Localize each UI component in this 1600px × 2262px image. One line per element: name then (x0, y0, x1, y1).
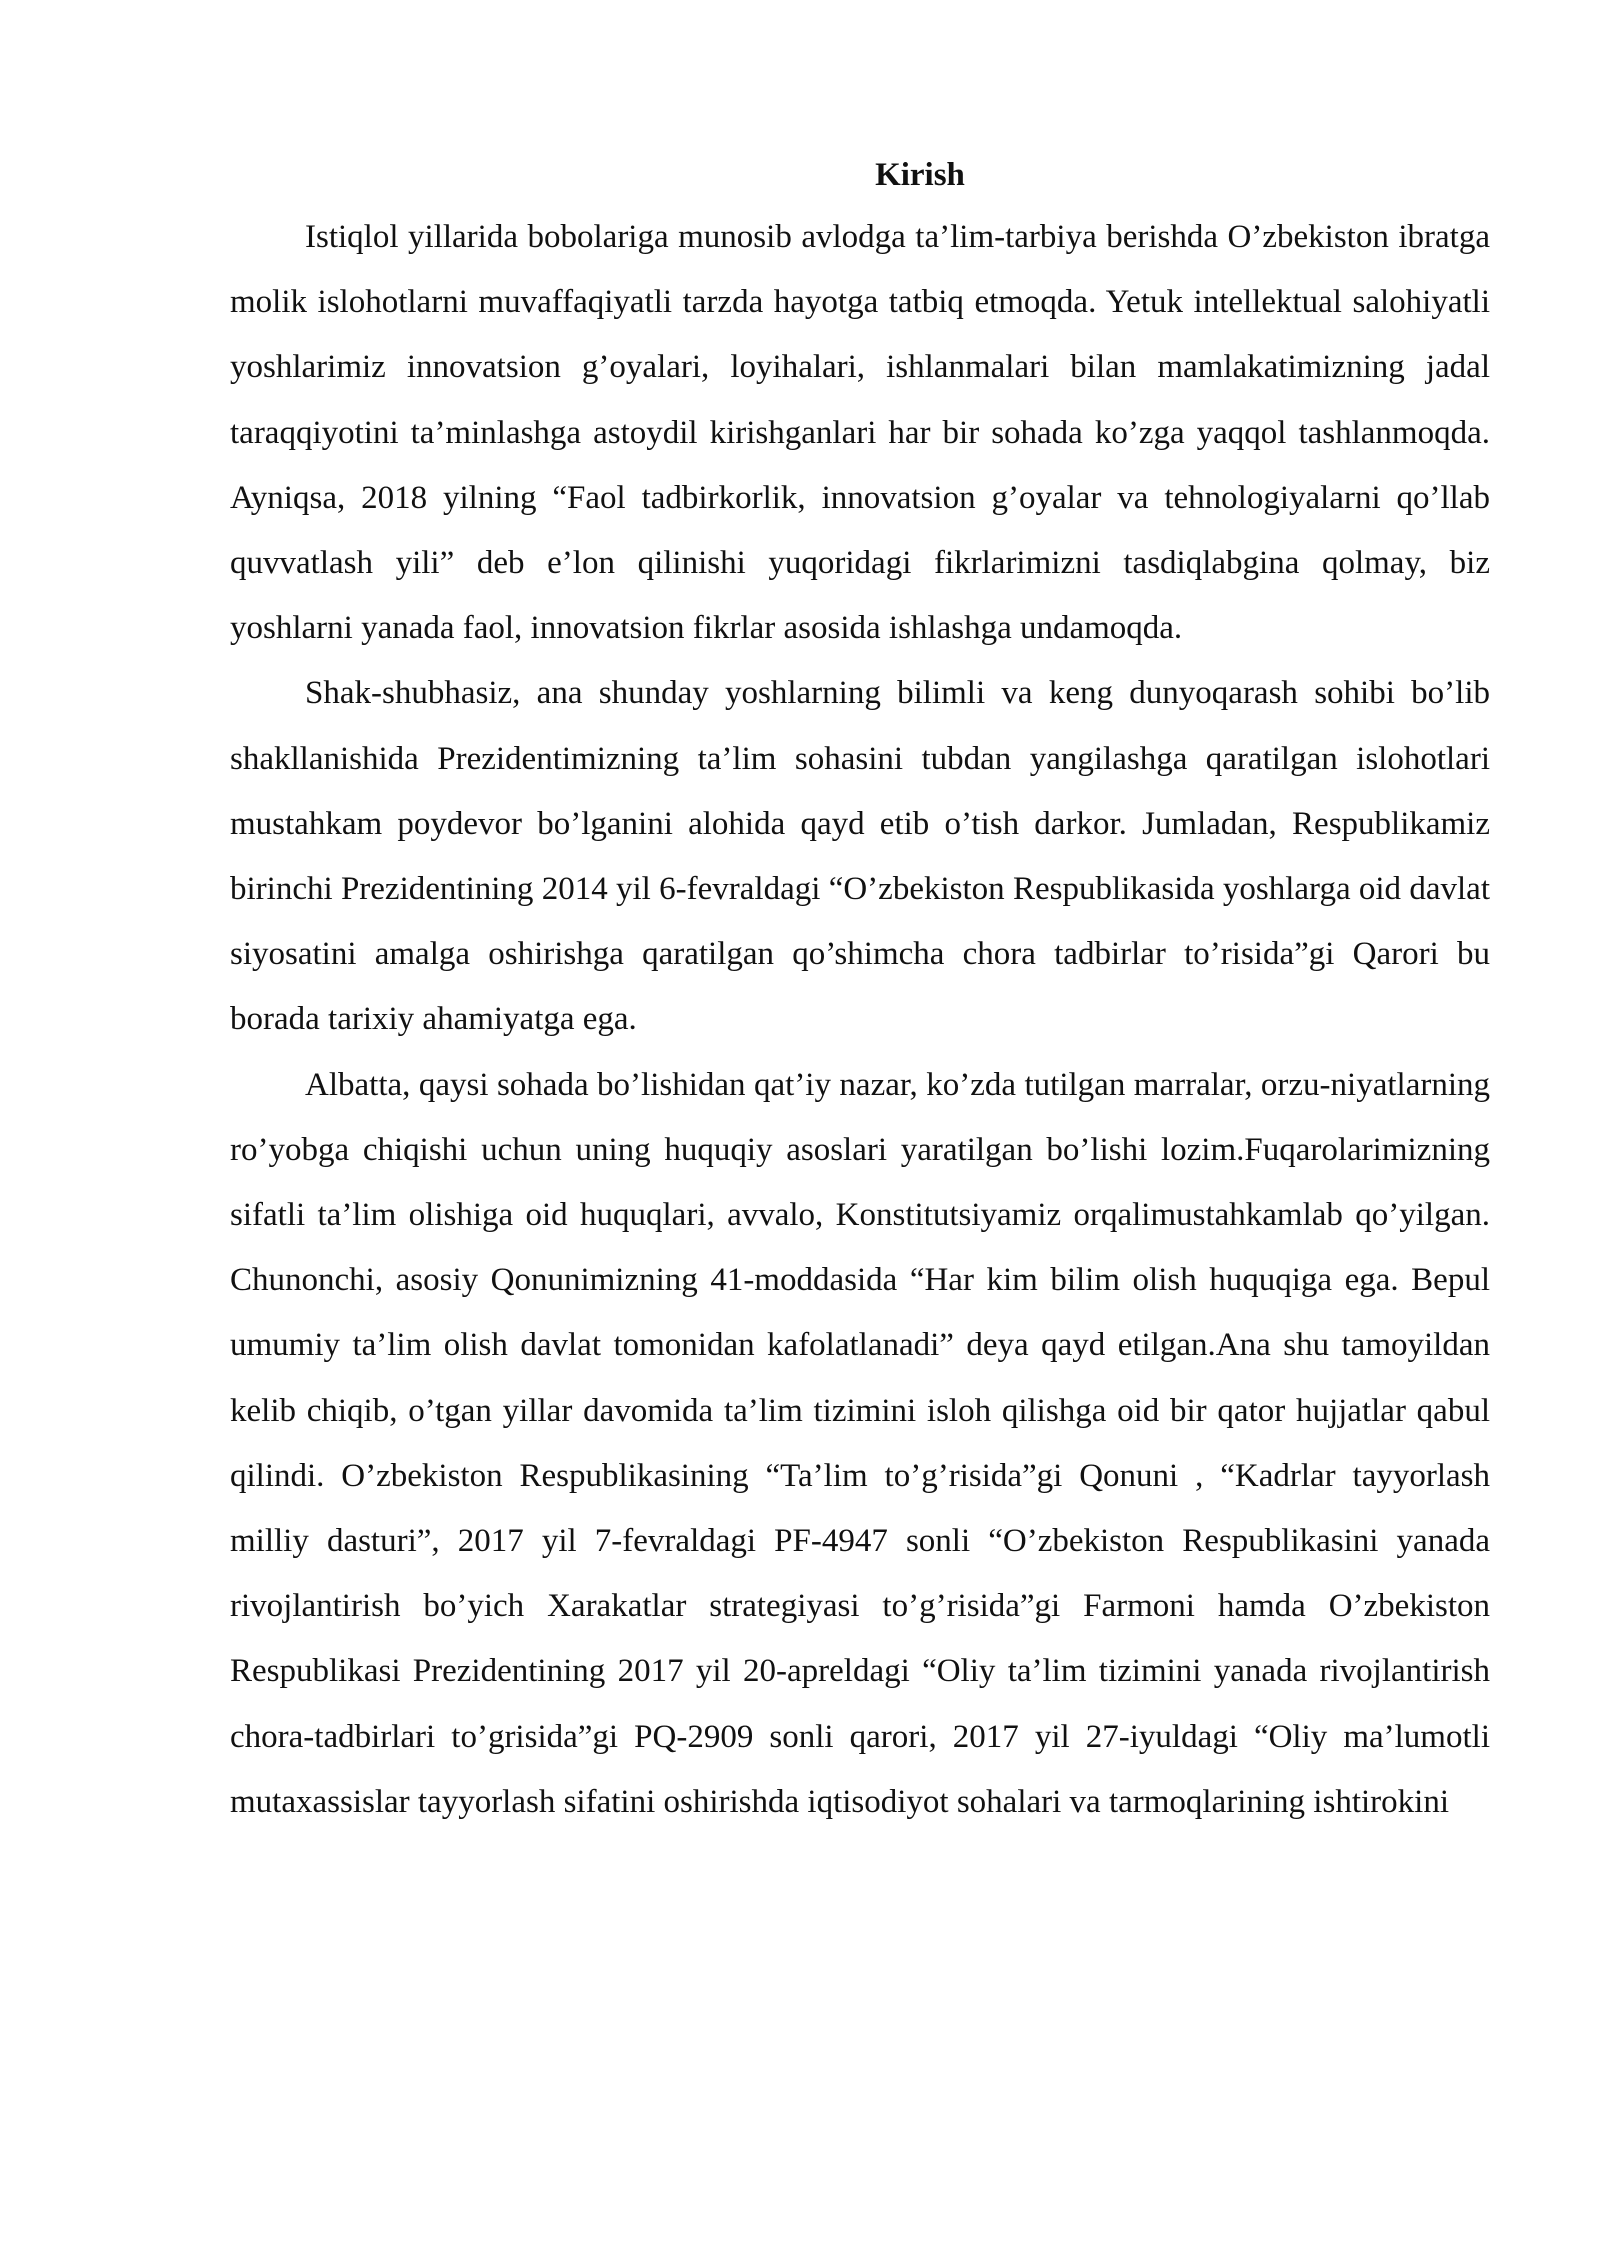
paragraph-2: Shak-shubhasiz, ana shunday yoshlarning bilimli va keng dunyoqarash sohibi bo’lib shakllanishida Prezidentimizning ta’lim sohasini tubdan yangilashga qaratilgan islohotlari mustahkam poydevor bo’lganini alohida qayd etib o’tish darkor. Jumladan, Respublikamiz birinchi Prezidentining 2014 yil 6-fevraldagi “O’zbekiston Respublikasida yoshlarga oid davlat siyosatini amalga oshirishga qaratilgan qo’shimcha chora tadbirlar to’risida”gi Qarori bu borada tarixiy ahamiyatga ega. (230, 675, 1490, 1038)
document-title: Kirish (875, 157, 965, 193)
paragraph-3: Albatta, qaysi sohada bo’lishidan qat’iy nazar, ko’zda tutilgan marralar, orzu-niyatlarning ro’yobga chiqishi uchun uning huquqiy asoslari yaratilgan bo’lishi lozim.Fuqarolarimizning sifatli ta’lim olishiga oid huquqlari, avvalo, Konstitutsiyamiz orqalimustahkamlab qo’yilgan. Chunonchi, asosiy Qonunimizning 41-moddasida “Har kim bilim olish huquqiga ega. Bepul umumiy ta’lim olish davlat tomonidan kafolatlanadi” deya qayd etilgan.Ana shu tamoyildan kelib chiqib, o’tgan yillar davomida ta’lim tizimini isloh qilishga oid bir qator hujjatlar qabul qilindi. O’zbekiston Respublikasining “Ta’lim to’g’risida”gi Qonuni , “Kadrlar tayyorlash milliy dasturi”, 2017 yil 7-fevraldagi PF-4947 sonli “O’zbekiston Respublikasini yanada rivojlantirish bo’yich Xarakatlar strategiyasi to’g’risida”gi Farmoni hamda O’zbekiston Respublikasi Prezidentining 2017 yil 20-apreldagi “Oliy ta’lim tizimini yanada rivojlantirish chora-tadbirlari to’grisida”gi PQ-2909 sonli qarori, 2017 yil 27-iyuldagi “Oliy ma’lumotli mutaxassislar tayyorlash sifatini oshirishda iqtisodiyot sohalari va tarmoqlarining ishtirokini (230, 1066, 1490, 1820)
document-body (230, 145, 1490, 1835)
paragraph-1: Istiqlol yillarida bobolariga munosib avlodga ta’lim-tarbiya berishda O’zbekiston ibratga molik islohotlarni muvaffaqiyatli tarzda hayotga tatbiq etmoqda. Yetuk intellektual salohiyatli yoshlarimiz innovatsion g’oyalari, loyihalari, ishlanmalari bilan mamlakatimizning jadal taraqqiyotini ta’minlashga astoydil kirishganlari har bir sohada ko’zga yaqqol tashlanmoqda. Ayniqsa, 2018 yilning “Faol tadbirkorlik, innovatsion g’oyalar va tehnologiyalarni qo’llab quvvatlash yili” deb e’lon qilinishi yuqoridagi fikrlarimizni tasdiqlabgina qolmay, biz yoshlarni yanada faol, innovatsion fikrlar asosida ishlashga undamoqda. (230, 219, 1490, 647)
